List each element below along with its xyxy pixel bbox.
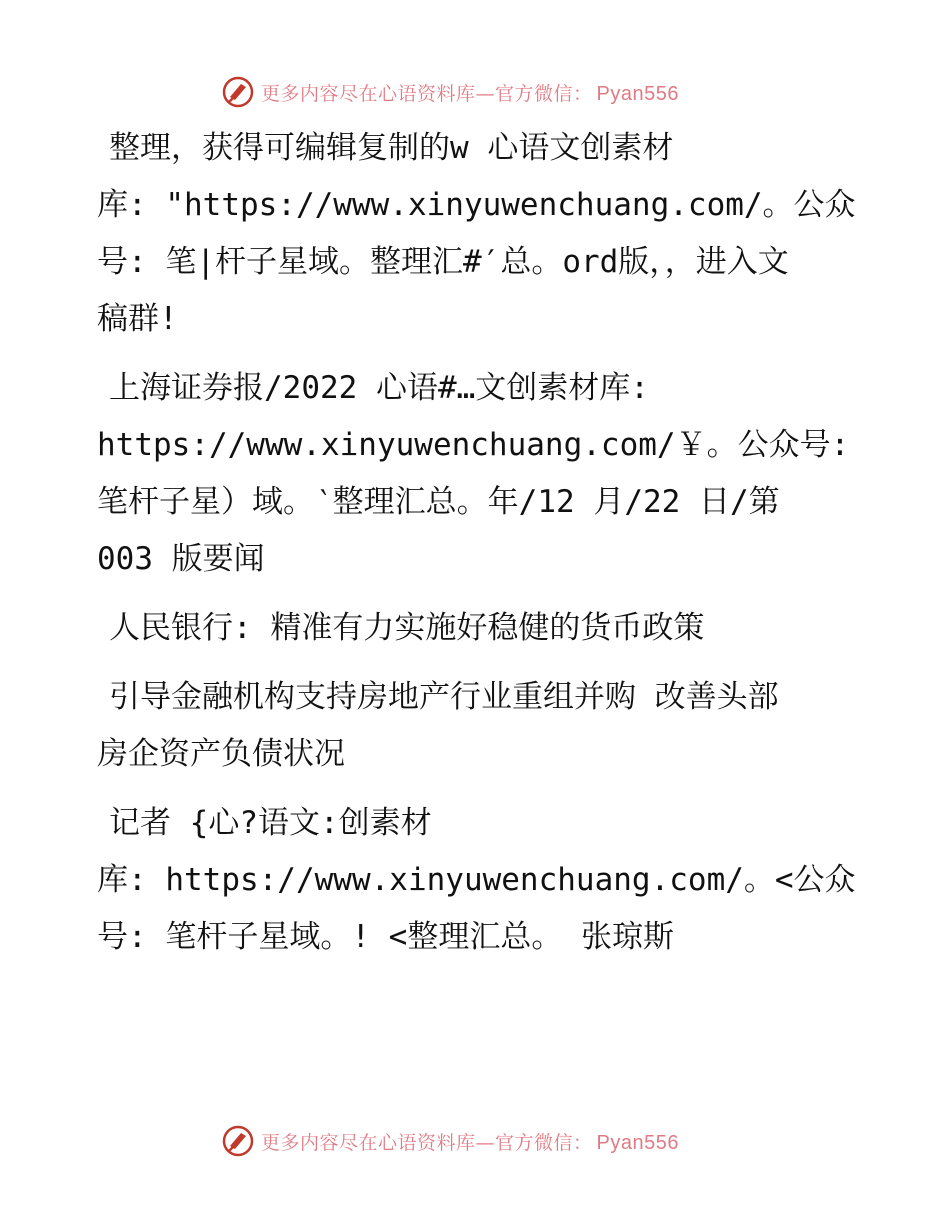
text-line: 库: "https://www.xinyuwenchuang.com/。公众 [97, 187, 856, 223]
brush-logo-icon [221, 75, 255, 109]
text-line: 房企资产负债状况 [97, 736, 345, 772]
paragraph-source [97, 360, 877, 588]
article-byline [97, 795, 877, 966]
text-line: 稿群! [97, 301, 178, 337]
watermark-text: 更多内容尽在心语资料库—官方微信： Pyan556 [261, 1131, 679, 1154]
article-subtitle [97, 669, 877, 783]
text-line: 引导金融机构支持房地产行业重组并购 改善头部 [109, 679, 779, 715]
text-line: 记者 {心?语文:创素材 [109, 805, 432, 841]
text-line: 笔杆子星）域。‵整理汇总。年/12 月/22 日/第 [97, 484, 780, 520]
text-line: 整理，获得可编辑复制的w 心语文创素材 [109, 130, 674, 166]
text-line: 号: 笔杆子星域。! <整理汇总。 张琼斯 [97, 919, 674, 955]
watermark-id: Pyan556 [596, 1131, 679, 1154]
footer-watermark [0, 1121, 950, 1161]
text-line: 号: 笔|杆子星域。整理汇#′总。ord版，，进入文 [97, 244, 789, 280]
text-line: 人民银行: 精准有力实施好稳健的货币政策 [109, 610, 705, 646]
watermark-text: 更多内容尽在心语资料库—官方微信： Pyan556 [261, 82, 679, 105]
text-line: 上海证券报/2022 心语#…文创素材库: [109, 370, 649, 406]
header-watermark [0, 72, 950, 112]
text-line: https://www.xinyuwenchuang.com/￥。公众号: [97, 427, 850, 463]
document-body [97, 120, 877, 978]
brush-logo-icon [221, 1124, 255, 1158]
text-line: 003 版要闻 [97, 541, 265, 577]
article-title [97, 600, 877, 657]
text-line: 库: https://www.xinyuwenchuang.com/。<公众 [97, 862, 856, 898]
watermark-id: Pyan556 [596, 82, 679, 105]
paragraph-intro [97, 120, 877, 348]
